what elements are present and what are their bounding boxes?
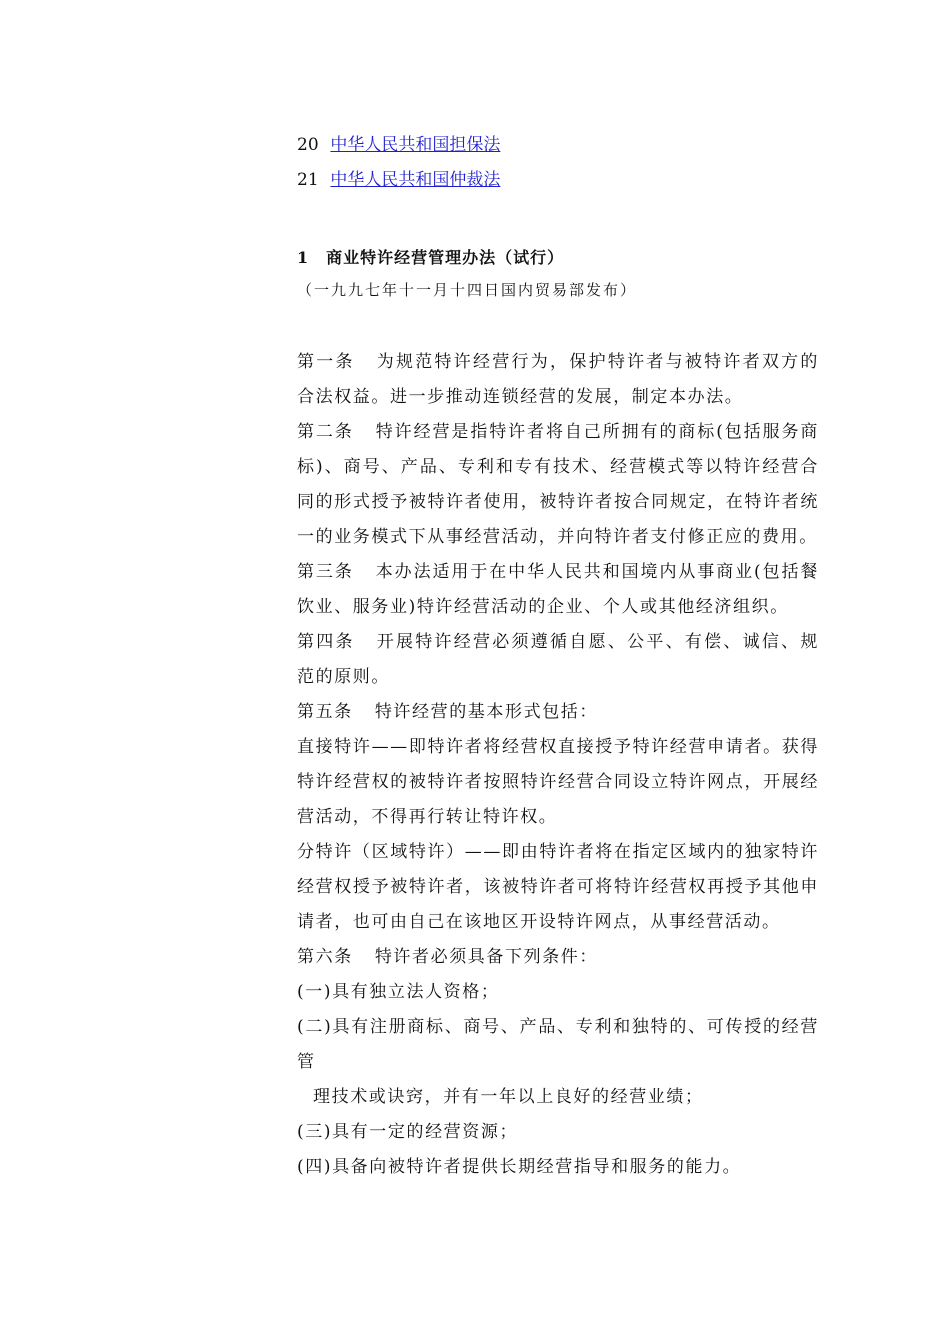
- article-number: 第一条: [297, 352, 355, 372]
- paragraph-text: 特许经营是指特许者将自己所拥有的商标(包括服务商标)、商号、产品、专利和专有技术、经营模式等以特许经营合同的形式授予被特许者使用，被特许者按合同规定，在特许者统一的业务模式下从事经营活动，并向特许者支付修正应的费用。: [297, 422, 819, 547]
- paragraph-text: 直接特许——即特许者将经营权直接授予特许经营申请者。获得特许经营权的被特许者按照特许经营合同设立特许网点，开展经营活动，不得再行转让特许权。: [297, 737, 819, 827]
- toc-item: [297, 163, 819, 198]
- section-subtitle: （一九九七年十一月十四日国内贸易部发布）: [297, 281, 638, 299]
- paragraph-text: (三)具有一定的经营资源；: [297, 1122, 519, 1142]
- paragraph-article-2: [297, 415, 819, 555]
- paragraph-direct-franchise: [297, 730, 819, 835]
- paragraph-article-3: [297, 555, 819, 625]
- list-item-condition-2: [297, 1010, 819, 1080]
- table-of-contents: [297, 128, 819, 198]
- paragraph-text: 特许经营的基本形式包括：: [374, 702, 599, 722]
- paragraph-sub-franchise: [297, 835, 819, 940]
- article-number: 第六条: [297, 947, 353, 967]
- paragraph-text: (二)具有注册商标、商号、产品、专利和独特的、可传授的经营管: [297, 1017, 819, 1072]
- list-item-condition-2-continued: [297, 1080, 819, 1115]
- article-number: 第五条: [297, 702, 353, 722]
- paragraph-article-6: [297, 940, 819, 975]
- paragraph-article-5: [297, 695, 819, 730]
- paragraph-text: 本办法适用于在中华人民共和国境内从事商业(包括餐饮业、服务业)特许经营活动的企业、个人或其他经济组织。: [297, 562, 819, 617]
- paragraph-article-4: [297, 625, 819, 695]
- toc-link-guarantee-law[interactable]: 中华人民共和国担保法: [330, 135, 501, 155]
- toc-item: [297, 128, 819, 163]
- article-number: 第四条: [297, 632, 355, 652]
- paragraph-text: 为规范特许经营行为，保护特许者与被特许者双方的合法权益。进一步推动连锁经营的发展，制定本办法。: [297, 352, 819, 407]
- article-number: 第二条: [297, 422, 354, 442]
- paragraph-article-1: [297, 345, 819, 415]
- article-number: 第三条: [297, 562, 354, 582]
- toc-link-arbitration-law[interactable]: 中华人民共和国仲裁法: [330, 170, 501, 190]
- paragraph-text: 分特许（区域特许）——即由特许者将在指定区域内的独家特许经营权授予被特许者，该被特许者可将特许经营权再授予其他申请者，也可由自己在该地区开设特许网点，从事经营活动。: [297, 842, 819, 932]
- document-page: [297, 128, 819, 1185]
- paragraph-text: 特许者必须具备下列条件：: [374, 947, 599, 967]
- paragraph-text: (四)具备向被特许者提供长期经营指导和服务的能力。: [297, 1157, 742, 1177]
- list-item-condition-4: [297, 1150, 819, 1185]
- list-item-condition-1: [297, 975, 819, 1010]
- section-title: 1 商业特许经营管理办法（试行）: [297, 248, 565, 267]
- document-body: [297, 345, 819, 1185]
- paragraph-text: 理技术或诀窍，并有一年以上良好的经营业绩；: [313, 1087, 704, 1107]
- paragraph-text: 开展特许经营必须遵循自愿、公平、有偿、诚信、规范的原则。: [297, 632, 819, 687]
- paragraph-text: (一)具有独立法人资格；: [297, 982, 500, 1002]
- toc-number: 20: [297, 135, 319, 155]
- toc-number: 21: [297, 170, 319, 190]
- list-item-condition-3: [297, 1115, 819, 1150]
